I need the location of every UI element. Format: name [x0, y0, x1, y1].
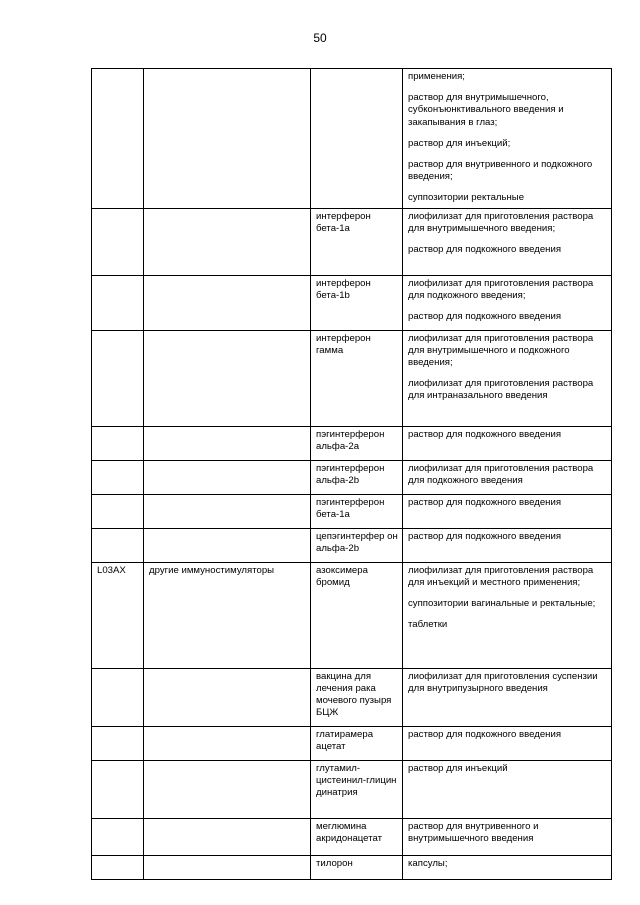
atc-code-cell	[92, 330, 144, 426]
atc-code-cell	[92, 760, 144, 818]
drug-name-cell	[311, 818, 403, 855]
group-name-cell	[144, 494, 311, 528]
table-row	[92, 69, 612, 209]
drug-name-cell	[311, 208, 403, 275]
atc-code-cell	[92, 494, 144, 528]
atc-code-cell-text: L03AX	[97, 564, 126, 576]
atc-code-cell	[92, 726, 144, 760]
table-row	[92, 330, 612, 426]
group-name-cell	[144, 528, 311, 562]
group-name-cell	[144, 330, 311, 426]
table-row	[92, 426, 612, 460]
page-number: 50	[313, 31, 327, 45]
atc-code-cell	[92, 275, 144, 330]
dosage-form-cell	[403, 426, 612, 460]
dosage-form-cell	[403, 818, 612, 855]
dosage-form-cell	[403, 460, 612, 494]
dosage-form-cell	[403, 275, 612, 330]
dosage-form-line: раствор для инъекций;	[408, 137, 511, 149]
atc-code-cell	[92, 668, 144, 726]
group-name-cell	[144, 855, 311, 879]
group-name-cell	[144, 460, 311, 494]
dosage-form-line: раствор для подкожного введения	[408, 496, 562, 508]
drug-name-cell-text: интерферон бета-1b	[316, 277, 371, 301]
atc-code-cell	[92, 69, 144, 209]
dosage-form-line: суппозитории вагинальные и ректальные;	[408, 598, 596, 610]
table-row	[92, 726, 612, 760]
table-row	[92, 855, 612, 879]
drug-name-cell-text: меглюмина акридонацетат	[316, 820, 383, 844]
table-row	[92, 760, 612, 818]
dosage-form-line: раствор для внутривенного и внутримышечного введения	[408, 820, 539, 844]
dosage-form-cell	[403, 69, 612, 209]
dosage-form-cell	[403, 208, 612, 275]
drug-name-cell-text: интерферон гамма	[316, 332, 371, 356]
drug-name-cell-text: тилорон	[316, 857, 353, 869]
group-name-cell	[144, 668, 311, 726]
dosage-form-line: применения;	[408, 71, 465, 82]
table-body	[92, 69, 612, 880]
drug-name-cell	[311, 760, 403, 818]
drug-name-cell-text: интерферон бета-1a	[316, 210, 371, 234]
dosage-form-line: раствор для внутримышечного, субконъюнктивального введения и закапывания в глаз;	[408, 92, 564, 128]
atc-code-cell	[92, 460, 144, 494]
table-row	[92, 460, 612, 494]
atc-code-cell	[92, 426, 144, 460]
atc-code-cell	[92, 855, 144, 879]
dosage-form-line: раствор для подкожного введения	[408, 311, 562, 323]
drug-name-cell	[311, 562, 403, 668]
dosage-form-cell	[403, 668, 612, 726]
dosage-form-line: лиофилизат для приготовления раствора для подкожного введения;	[408, 277, 594, 301]
drug-name-cell	[311, 494, 403, 528]
dosage-form-line: лиофилизат для приготовления раствора для внутримышечного и подкожного введения;	[408, 332, 594, 369]
drug-name-cell	[311, 528, 403, 562]
dosage-form-cell	[403, 528, 612, 562]
dosage-form-cell	[403, 494, 612, 528]
drug-name-cell	[311, 275, 403, 330]
drug-name-cell	[311, 69, 403, 209]
dosage-form-cell	[403, 855, 612, 879]
drug-name-cell	[311, 426, 403, 460]
group-name-cell	[144, 726, 311, 760]
drug-name-cell-text: азоксимера бромид	[316, 564, 368, 588]
table-row	[92, 275, 612, 330]
drug-name-cell	[311, 726, 403, 760]
dosage-form-cell	[403, 726, 612, 760]
drug-name-cell-text: цепэгинтерфер он альфа-2b	[316, 530, 398, 554]
dosage-form-cell	[403, 760, 612, 818]
drug-name-cell-text: глатирамера ацетат	[316, 728, 374, 752]
dosage-form-line: лиофилизат для приготовления раствора для инъекций и местного применения;	[408, 564, 594, 588]
atc-code-cell	[92, 208, 144, 275]
table-row	[92, 494, 612, 528]
dosage-form-cell	[403, 562, 612, 668]
dosage-form-line: раствор для подкожного введения	[408, 428, 562, 440]
table-row	[92, 668, 612, 726]
drug-name-cell-text: пэгинтерферон альфа-2b	[316, 462, 385, 486]
dosage-form-line: суппозитории ректальные	[408, 192, 525, 204]
drug-name-cell-text: глутамил-цистеинил-глицин динатрия	[316, 762, 397, 799]
dosage-form-line: раствор для внутривенного и подкожного введения;	[408, 159, 593, 183]
group-name-cell	[144, 760, 311, 818]
group-name-cell	[144, 562, 311, 668]
group-name-cell	[144, 275, 311, 330]
dosage-form-line: раствор для подкожного введения	[408, 530, 562, 542]
atc-code-cell	[92, 528, 144, 562]
dosage-form-line: раствор для подкожного введения	[408, 244, 562, 256]
dosage-form-line: лиофилизат для приготовления раствора для внутримышечного введения;	[408, 210, 594, 234]
group-name-cell	[144, 426, 311, 460]
drug-name-cell	[311, 855, 403, 879]
dosage-form-line: лиофилизат для приготовления раствора для подкожного введения	[408, 462, 594, 486]
table-row	[92, 562, 612, 668]
group-name-cell	[144, 818, 311, 855]
dosage-form-line: раствор для подкожного введения	[408, 728, 562, 740]
table-row	[92, 208, 612, 275]
table-row	[92, 818, 612, 855]
group-name-cell	[144, 208, 311, 275]
atc-code-cell	[92, 818, 144, 855]
drug-name-cell-text: пэгинтерферон бета-1a	[316, 496, 385, 520]
group-name-cell	[144, 69, 311, 209]
atc-code-cell	[92, 562, 144, 668]
dosage-form-line: раствор для инъекций	[408, 762, 508, 774]
drug-name-cell	[311, 668, 403, 726]
dosage-form-line: капсулы;	[408, 857, 448, 869]
dosage-form-cell	[403, 330, 612, 426]
drug-name-cell	[311, 330, 403, 426]
drug-name-cell-text: вакцина для лечения рака мочевого пузыря БЦЖ	[316, 670, 392, 719]
dosage-form-line: лиофилизат для приготовления раствора для интраназального введения	[408, 378, 594, 402]
drug-name-cell-text: пэгинтерферон альфа-2a	[316, 428, 385, 452]
drug-table	[91, 68, 612, 880]
dosage-form-line: таблетки	[408, 619, 448, 631]
dosage-form-line: лиофилизат для приготовления суспензии для внутрипузырного введения	[408, 670, 598, 694]
drug-name-cell	[311, 460, 403, 494]
table-row	[92, 528, 612, 562]
group-name-cell-text: другие иммуностимуляторы	[149, 564, 275, 576]
